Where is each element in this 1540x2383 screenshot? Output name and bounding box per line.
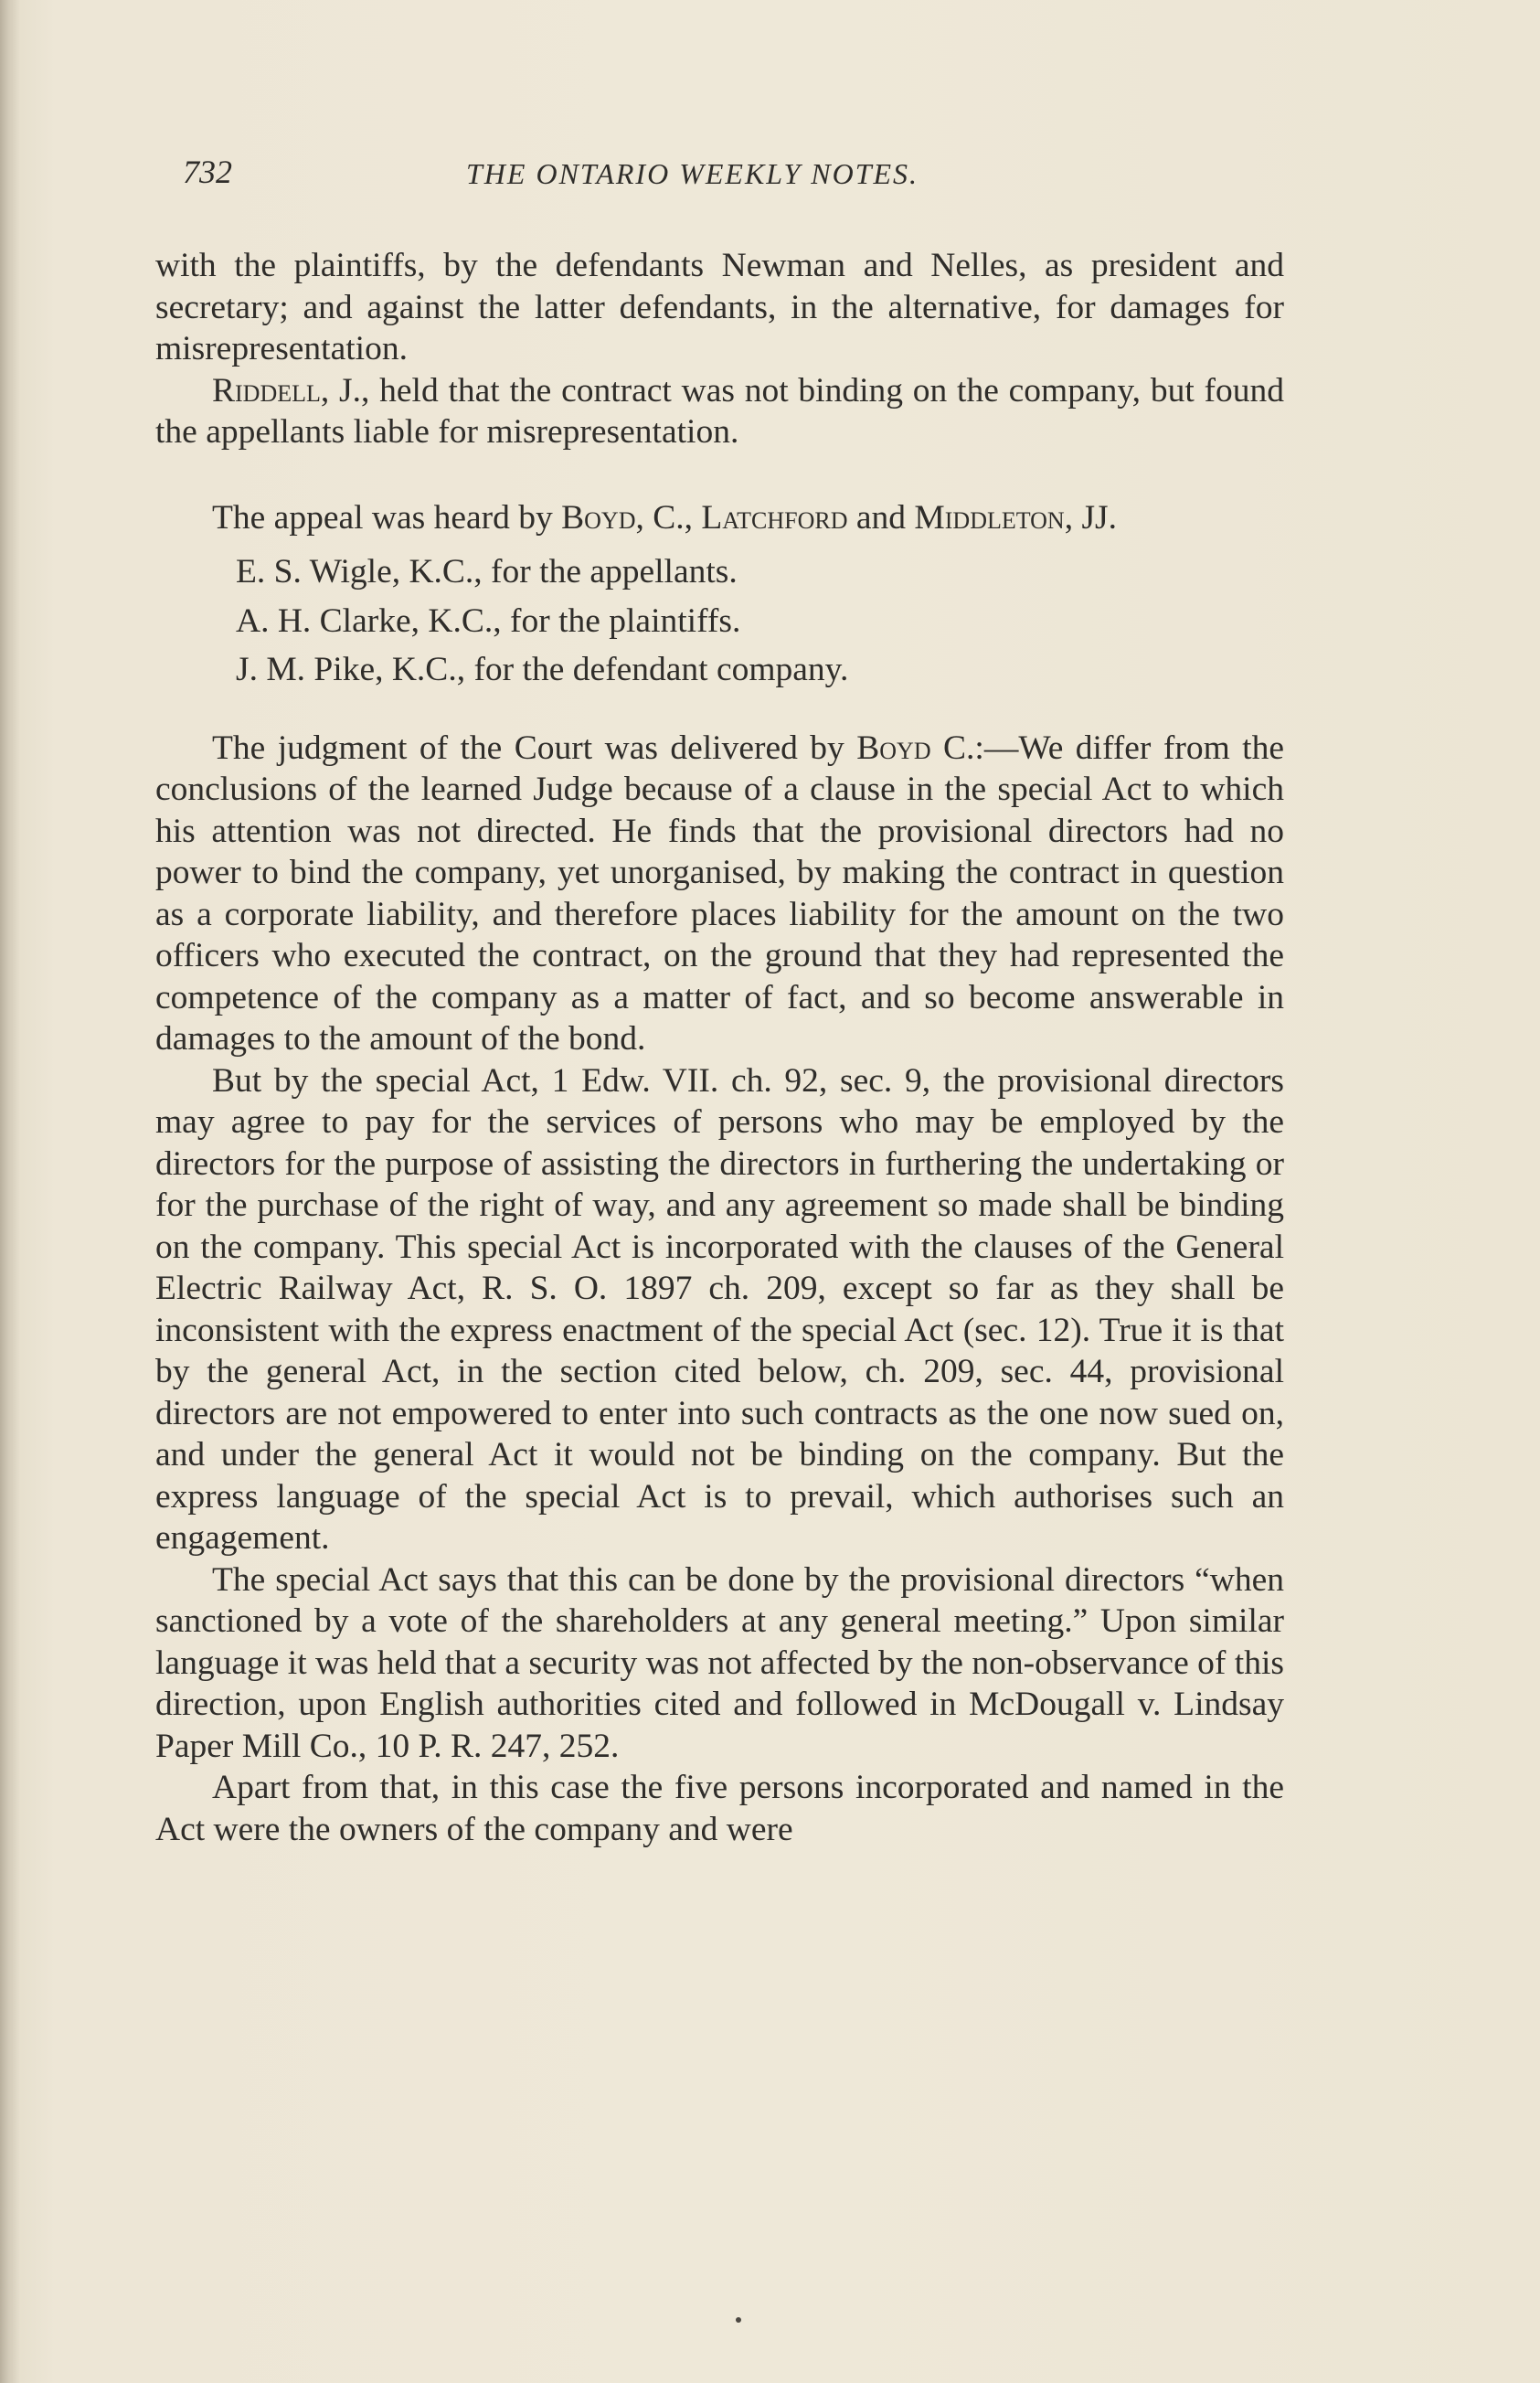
appeal-and-text: and: [847, 498, 915, 537]
paragraph-special-act: But by the special Act, 1 Edw. VII. ch. 92, sec. 9, the provisional directors may agree to pay for the services of persons who may be employed by the directors for the purpose of assisting the directors in furthering the undertaking or for the purchase of the right of way, and any agreement so made shall be binding on the company. This special Act is incorporated with the clauses of the General Electric Railway Act, R. S. O. 1897 ch. 209, except so far as they shall be inconsistent with the express enactment of the special Act (sec. 12). True it is that by the general Act, in the section cited below, ch. 209, sec. 44, provisional directors are not empowered to enter into such contracts as the one now sued on, and under the general Act it would not be binding on the company. But the express language of the special Act is to prevail, which authorises such an engagement.: [155, 1061, 1284, 1557]
paragraph-apart-from-that: Apart from that, in this case the five persons incorporated and named in the Act were the owners of the company and were: [155, 1769, 1284, 1848]
judgment-intro-text: The judgment of the Court was delivered by: [212, 729, 857, 767]
running-title: THE ONTARIO WEEKLY NOTES.: [466, 157, 919, 190]
counsel-list: [155, 551, 1284, 691]
judge-name-boyd-judgment: Boyd: [856, 729, 931, 767]
ink-speck: [736, 2317, 741, 2323]
page-header: [155, 144, 1284, 199]
judge-name-middleton: Middleton: [914, 498, 1065, 537]
paragraph-sanction: The special Act says that this can be done by the provisional directors “when sanctioned by a vote of the shareholders at any general meeting.” Upon similar language it was held that a security was not affected by the non-observance of this direction, upon English authorities cited and followed in McDougall v. Lindsay Paper Mill Co., 10 P. R. 247, 252.: [155, 1560, 1284, 1765]
judgment-text: C.:—We differ from the conclusions of the learned Judge because of a clause in the special Act to which his attention was not directed. He finds that the provisional directors had no power to bind the company, yet unorganised, by making the contract in question as a corporate liability, and therefore places liability for the amount on the two officers who executed the contract, on the ground that they had represented the competence of the company as a matter of fact, and so become answerable in damages to the amount of the bond.: [155, 729, 1284, 1058]
appeal-intro-text: The appeal was heard by: [212, 498, 562, 537]
paragraph-continuation: with the plaintiffs, by the defendants Newman and Nelles, as president and secretary; and against the latter defendants, in the alternative, for damages for misrepresentation.: [155, 247, 1284, 367]
holding-text: , held that the contract was not binding on the company, but found the appellants liable for misrepresentation.: [155, 371, 1284, 451]
paragraph-appeal-heard: [155, 497, 1284, 539]
counsel-appellants: E. S. Wigle, K.C., for the appellants.: [236, 553, 738, 590]
page-body: [155, 144, 1284, 1850]
appeal-end-text: , JJ.: [1064, 498, 1118, 537]
judge-name-boyd: Boyd: [561, 498, 636, 537]
judge-name-riddell: Riddell, J.: [212, 371, 361, 410]
counsel-defendant-company: J. M. Pike, K.C., for the defendant company.: [236, 651, 849, 688]
paragraph-riddell-holding: [155, 370, 1284, 453]
page-number: 732: [183, 154, 232, 190]
appeal-mid-text: , C.,: [635, 498, 702, 537]
paragraph-judgment: [155, 728, 1284, 1060]
binding-shadow: [0, 0, 20, 2383]
judge-name-latchford: Latchford: [701, 498, 848, 537]
counsel-plaintiffs: A. H. Clarke, K.C., for the plaintiffs.: [236, 601, 741, 640]
